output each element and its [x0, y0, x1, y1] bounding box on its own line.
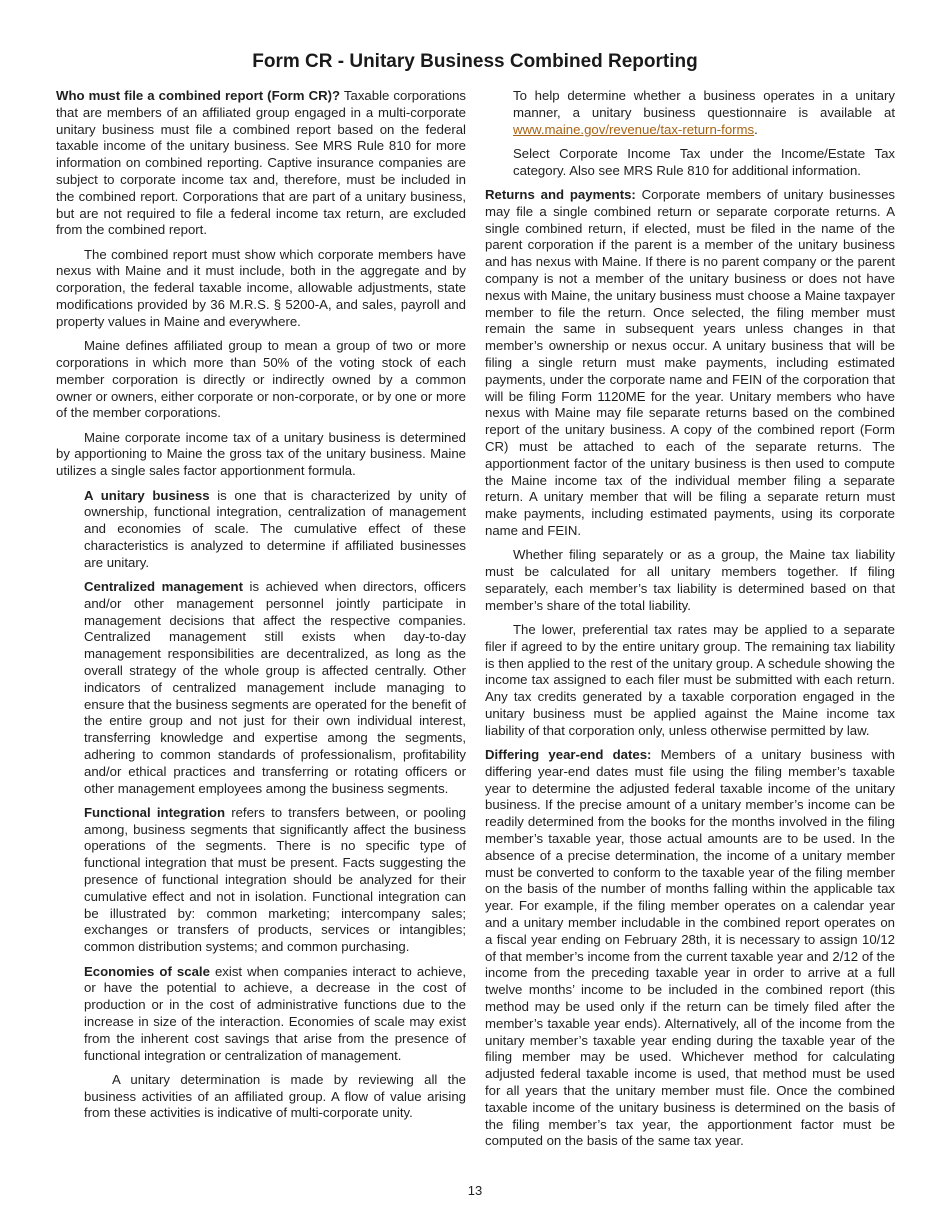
returns-payments-heading: Returns and payments:: [485, 186, 636, 202]
tax-return-forms-link[interactable]: www.maine.gov/revenue/tax-return-forms: [513, 121, 755, 137]
page-title: Form CR - Unitary Business Combined Reporting: [252, 51, 698, 72]
functional-integration-heading: Functional integration: [84, 804, 225, 820]
unitary-business-text: is one that is characterized by unity of ownership, functional integration, centralization of management and economies of scale. The cumulative effect of these characteristics is analyzed to determine if affiliated businesses are unitary.: [84, 487, 467, 570]
unitary-business-heading: A unitary business: [84, 487, 210, 503]
differing-year-end-heading: Differing year-end dates:: [485, 746, 652, 762]
preferential-rates-paragraph: The lower, preferential tax rates may be applied to a separate filer if agreed to by the entire unitary group. The remaining tax liability is then applied to the rest of the unitary group. A schedule showing the income tax assigned to each filer must be submitted with each return. Any tax credits generated by a taxable corporation engaged in the unitary business must be applied against the Maine income tax liability of that corporation only, unless otherwise permitted by law.: [485, 621, 895, 738]
differing-year-end-paragraph: [485, 747, 895, 1150]
returns-payments-text: Corporate members of unitary businesses may file a single combined return or separate corporate returns. A single combined return, if elected, must be filed in the name of the parent corporation if the parent is a member of the unitary business and has nexus with Maine. If there is no parent company or the parent company is not a member of the unitary business or does not have nexus with Maine, the unitary business must choose a Maine taxpayer member to file the return. Once selected, the filing member must remain the same in subsequent years unless changes in that member’s ownership or nexus occur. A unitary business that will be filing a single return must make payments, including estimated payments, under the corporate name and FEIN of the corporation that will be filing Form 1120ME for the year. Unitary members who have nexus with Maine may file separate returns based on the combined report of the unitary business. A copy of the combined report (Form CR) must be attached to each of the separate returns. The apportionment factor of the unitary business is then used to compute the Maine income tax of the individual member filing a separate return. A unitary member that will be filing a separate return must make payments, including estimated payments, using its corporate name and FEIN.: [485, 186, 896, 538]
page-number: 13: [467, 1183, 483, 1198]
centralized-management-paragraph: [84, 579, 466, 797]
right-column: [485, 88, 895, 1158]
who-must-file-text: Taxable corporations that are members of an affiliated group engaged in a multi-corporate unitary business must file a combined report based on the federal taxable income of the unitary business. See MRS Rule 810 for more information on combined reporting. Captive insurance companies are subject to corporate income tax and, therefore, must be included in the combined report. Corporations that are part of a unitary business, but are not required to file a federal income tax return, are excluded from the combined report.: [56, 88, 466, 238]
centralized-management-heading: Centralized management: [84, 579, 243, 595]
unitary-business-paragraph: [84, 488, 466, 572]
centralized-management-text: is achieved when directors, officers and/or other management personnel jointly participate in management decisions that affect the respective companies. Centralized management still exists when day-to-day management responsibilities are decentralized, as long as the overall strategy of the whole group is affected centrally. Other indicators of centralized management include managing to ensure that the business segments are operated for the benefit of the entire group and not just for their own individual interest, transferring knowledge and expertise among the segments, adhering to common standards of professionalism, profitability and/or ethical practices and transferring or rotating officers or other management employees among the business segments.: [84, 579, 466, 796]
apportionment-paragraph: Maine corporate income tax of a unitary business is determined by apportioning to Maine the gross tax of the unitary business. Maine utilizes a single sales factor apportionment formula.: [56, 429, 466, 479]
economies-of-scale-text: exist when companies interact to achieve, or have the potential to achieve, a decrease in the cost of production or in the cost of administrative functions due to the increase in size of the interaction. Economies of scale may exist from the inherent cost savings that arise from the presence of functional integration or centralization of management.: [84, 963, 466, 1063]
questionnaire-text: To help determine whether a business operates in a unitary manner, a unitary business questionnaire is available at: [513, 88, 895, 120]
who-must-file-paragraph: [56, 88, 466, 239]
unitary-determination-paragraph: A unitary determination is made by reviewing all the business activities of an affiliated group. A flow of value arising from these activities is indicative of multi-corporate unity.: [84, 1071, 466, 1121]
affiliated-group-paragraph: Maine defines affiliated group to mean a group of two or more corporations in which more than 50% of the voting stock of each member corporation is directly or indirectly owned by a common owner or owners, either corporate or non-corporate, or by one or more of the member corporations.: [56, 338, 466, 421]
functional-integration-paragraph: [84, 805, 466, 956]
returns-payments-paragraph: [485, 187, 895, 540]
differing-year-end-text: Members of a unitary business with differing year-end dates must file using the filing member’s taxable year to determine the adjusted federal taxable income of the unitary business. If the precise amount of a unitary member’s income can be readily determined from the books for the months involved in the filing member’s taxable year, those actual amounts are to be used. In the absence of a precise determination, the income of a unitary member must be converted to conform to the taxable year of the filing member on the basis of the number of months falling within the applicable tax year. For example, if the filing member operates on a calendar year and a unitary member includable in the combined report operates on a fiscal year ending on February 28th, it is necessary to assign 10/12 of that member’s income from the current taxable year and 2/12 of the income from the preceding taxable year in order to arrive at a full twelve months’ income to be included in the combined report (this method may be used only if the return can be timely filed after the member’s taxable year ends). Alternatively, all of the income from the unitary member’s taxable year ending during the taxable year of the filing member may be used. Whichever method for calculating adjusted federal taxable income is used, that method must be used for all years that the unitary member must file. Once the combined taxable income of the unitary business is determined on the basis of the filing member’s tax year, the apportionment factor must be computed on the basis of the same tax year.: [485, 746, 896, 1149]
combined-report-paragraph: The combined report must show which corporate members have nexus with Maine and it must include, both in the aggregate and by corporation, the federal taxable income, allowable adjustments, state modifications provided by 36 M.R.S. § 5200-A, and sales, payroll and property values in Maine and everywhere.: [56, 246, 466, 329]
economies-of-scale-heading: Economies of scale: [84, 963, 210, 979]
who-must-file-heading: Who must file a combined report (Form CR)?: [56, 88, 341, 103]
select-category-paragraph: Select Corporate Income Tax under the Income/Estate Tax category. Also see MRS Rule 810 for additional information.: [513, 145, 895, 178]
questionnaire-paragraph: To help determine whether a business operates in a unitary manner, a unitary business questionnaire is available at www.maine.gov/revenue/tax-return-forms.: [513, 88, 895, 137]
functional-integration-text: refers to transfers between, or pooling among, business segments that significantly affect the business operations of the segments. There is no specific type of functional integration that must be present. Facts suggesting the presence of functional integration should be analyzed for their cumulative effect and not in isolation. Functional integration can be illustrated by: common marketing; intercompany sales; exchanges or transfers of products, services or intangibles; common distribution systems; and common purchasing.: [84, 804, 466, 955]
left-column: [56, 88, 466, 1130]
economies-of-scale-paragraph: [84, 964, 466, 1065]
tax-liability-paragraph: Whether filing separately or as a group, the Maine tax liability must be calculated for all unitary members together. If filing separately, each member’s tax liability is determined based on that member’s share of the total liability.: [485, 547, 895, 613]
